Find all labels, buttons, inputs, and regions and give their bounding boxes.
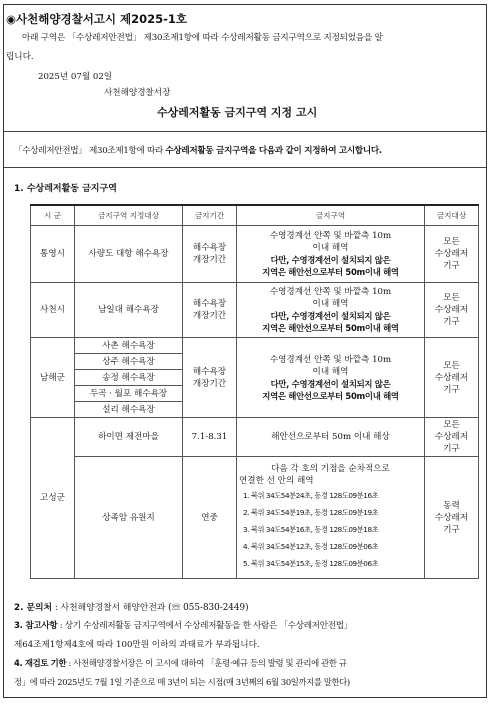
intro-line-2: 립니다. <box>6 52 34 62</box>
notice-title: 수상레저활동 금지구역 지정 고시 <box>157 106 318 119</box>
site-cell: 하이면 제전마을 <box>75 418 183 457</box>
site-cell: 상주 해수욕장 <box>75 354 183 370</box>
period-cell: 7.1-8.31 <box>183 418 237 457</box>
region-cell: 통영시 <box>31 226 75 283</box>
period-cell: 해수욕장 개장기간 <box>183 283 237 338</box>
header-site: 금지구역 지정대상 <box>75 205 183 226</box>
table-header-row <box>31 205 479 226</box>
section-4 <box>14 657 347 669</box>
table-row-goseong-sangjokam <box>31 457 479 579</box>
target-cell: 모든 수상레저 기구 <box>425 226 479 283</box>
target-cell: 동력 수상레저 기구 <box>425 457 479 579</box>
header-target: 금지대상 <box>425 205 479 226</box>
section-3 <box>14 619 352 631</box>
target-cell: 모든 수상레저 기구 <box>425 418 479 457</box>
section-3-label: 3. 참고사항 <box>14 621 58 631</box>
target-cell: 모든 수상레저 기구 <box>425 283 479 338</box>
intro-line-1: 아래 구역은 「수상레저안전법」 제30조제1항에 따라 수상레저활동 금지구역으로 지정되었음을 알 <box>22 33 383 43</box>
header-region: 시 군 <box>31 205 75 226</box>
header-period: 금지기간 <box>183 205 237 226</box>
header-area: 금지구역 <box>237 205 425 226</box>
divider-top <box>4 131 486 132</box>
table-row-tongyeong <box>31 226 479 283</box>
period-cell: 연중 <box>183 457 237 579</box>
table-row-sacheon <box>31 283 479 338</box>
area-cell: 수영경계선 안쪽 및 바깥측 10m 이내 해역 다만, 수영경계선이 설치되지 않은 지역은 해안선으로부터 50m이내 해역 <box>237 283 425 338</box>
section-4-line-2: 정」에 따라 2025년도 7월 1일 기준으로 매 3년이 되는 시점(매 3년째의 6월 30일까지를 말한다) <box>14 677 350 687</box>
period-cell: 해수욕장 개장기간 <box>183 226 237 283</box>
divider-mid <box>4 167 486 168</box>
section-4-label: 4. 재검토 기한 <box>14 658 67 668</box>
statement-part-1: 「수상레저안전법」 제30조제1항에 따라 <box>14 146 166 156</box>
area-cell: 다음 각 호의 기점을 순차적으로 연결한 선 안의 해역 1. 북위 34도54분24초, 동경 128도09분16초 2. 북위 34도54분19초, 동경 128도09분19초 3. 북위 34도54분16초, 동경 128도09분18초 4. 북위 34도54분12초, 동경 128도09분06초 5. 북위 34도54분15초, 동경 128도09분06초 <box>237 457 425 579</box>
coord-3: 3. 북위 34도54분16초, 동경 128도09분18초 <box>243 525 379 534</box>
target-cell: 모든 수상레저 기구 <box>425 338 479 418</box>
statement <box>14 144 382 156</box>
site-cell: 설리 해수욕장 <box>75 402 183 418</box>
section-2 <box>14 600 249 613</box>
site-cell: 두곡 · 월포 해수욕장 <box>75 386 183 402</box>
section-3-line-1: : 상기 수상레저활동 금지구역에서 수상레저활동을 한 사람은 「수상레저안전법」 <box>57 621 353 631</box>
site-cell: 상족암 유원지 <box>75 457 183 579</box>
region-cell: 고성군 <box>31 418 75 579</box>
section-4-line-1: : 사천해양경찰서장은 이 고시에 대하여 「훈령·예규 등의 발령 및 관리에 관한 규 <box>66 658 347 668</box>
section-1-heading: 1. 수상레저활동 금지구역 <box>14 184 117 194</box>
notice-header: ◉사천해양경찰서고시 제2025-1호 <box>6 12 188 26</box>
table-row-namhae <box>31 338 479 354</box>
notice-date: 2025년 07월 02일 <box>38 72 113 82</box>
section-2-text: : 사천해양경찰서 해양안전과 (☏ 055-830-2449) <box>52 603 249 613</box>
coord-4: 4. 북위 34도54분12초, 동경 128도09분06초 <box>243 542 379 551</box>
site-cell: 사량도 대항 해수욕장 <box>75 226 183 283</box>
area-cell: 해안선으로부터 50m 이내 해상 <box>237 418 425 457</box>
site-cell: 남일대 해수욕장 <box>75 283 183 338</box>
area-cell: 수영경계선 안쪽 및 바깥측 10m 이내 해역 다만, 수영경계선이 설치되지 않은 지역은 해안선으로부터 50m이내 해역 <box>237 338 425 418</box>
section-3-line-2: 제64조제1항제4호에 따라 100만원 이하의 과태료가 부과됩니다. <box>14 640 260 650</box>
prohibited-zone-table <box>30 204 479 579</box>
site-cell: 사촌 해수욕장 <box>75 338 183 354</box>
section-2-label: 2. 문의처 <box>14 603 53 613</box>
region-cell: 사천시 <box>31 283 75 338</box>
statement-part-2: 수상레저활동 금지구역을 다음과 같이 지정하여 고시합니다. <box>165 146 382 156</box>
coord-2: 2. 북위 34도54분19초, 동경 128도09분19초 <box>243 508 379 517</box>
coord-1: 1. 북위 34도54분24초, 동경 128도09분16초 <box>243 491 379 500</box>
area-cell: 수영경계선 안쪽 및 바깥측 10m 이내 해역 다만, 수영경계선이 설치되지 않은 지역은 해안선으로부터 50m이내 해역 <box>237 226 425 283</box>
region-cell: 남해군 <box>31 338 75 418</box>
notice-issuer: 사천해양경찰서장 <box>104 88 171 98</box>
coord-5: 5. 북위 34도54분15초, 동경 128도09분06초 <box>243 559 379 568</box>
site-cell: 송정 해수욕장 <box>75 370 183 386</box>
period-cell: 해수욕장 개장기간 <box>183 338 237 418</box>
table-row-goseong-hamyeon <box>31 418 479 457</box>
